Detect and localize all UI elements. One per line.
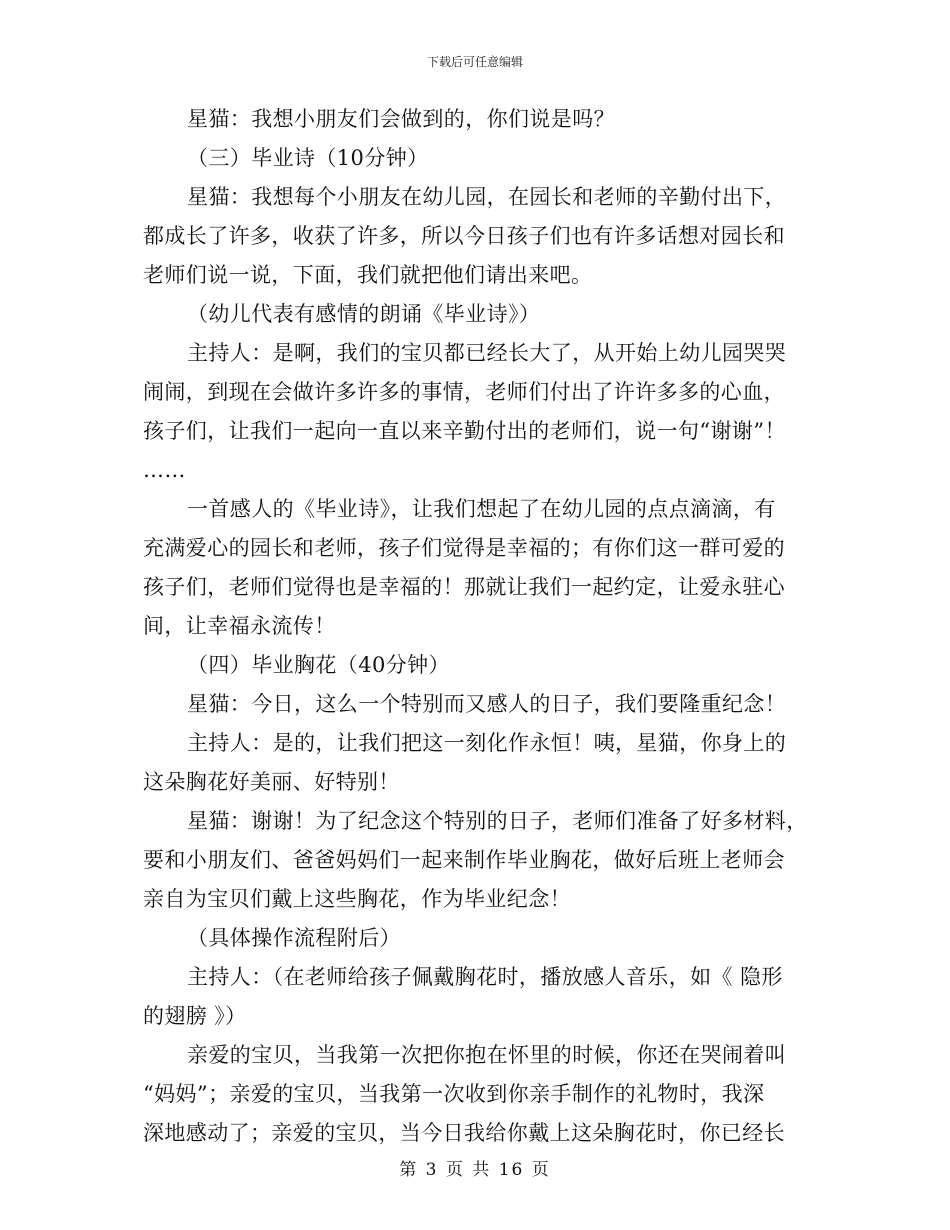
paragraph-line: 主持人：是的，让我们把这一刻化作永恒！咦，星猫，你身上的 <box>187 731 787 755</box>
paragraph-line: “妈妈”；亲爱的宝贝，当我第一次收到你亲手制作的礼物时，我深 <box>143 1082 765 1106</box>
page-header: 下载后可任意编辑 <box>426 55 523 69</box>
paragraph-line: 的翅膀 》） <box>143 1004 247 1028</box>
paragraph-line: 老师们说一说，下面，我们就把他们请出来吧。 <box>143 263 593 287</box>
paragraph-line: 星猫：我想每个小朋友在幼儿园，在园长和老师的辛勤付出下， <box>187 185 787 209</box>
paragraph-line: 孩子们，让我们一起向一直以来辛勤付出的老师们，说一句“谢谢”！ <box>143 419 786 443</box>
section-heading: （四）毕业胸花（40分钟） <box>187 653 450 677</box>
document-body <box>143 100 823 1153</box>
paragraph-line: 亲自为宝贝们戴上这些胸花，作为毕业纪念！ <box>143 887 571 911</box>
paragraph-line: 闹闹，到现在会做许多许多的事情，老师们付出了许许多多的心血， <box>143 380 785 404</box>
paragraph-line: 都成长了许多，收获了许多，所以今日孩子们也有许多话想对园长和 <box>143 224 785 248</box>
paragraph-line: 星猫：谢谢！为了纪念这个特别的日子，老师们准备了好多材料， <box>187 809 808 833</box>
paragraph-line: 间，让幸福永流传！ <box>143 614 336 638</box>
paragraph-line: 充满爱心的园长和老师，孩子们觉得是幸福的；有你们这一群可爱的 <box>143 536 785 560</box>
paragraph-line: 这朵胸花好美丽、好特别！ <box>143 770 400 794</box>
stage-direction: （具体操作流程附后） <box>187 926 401 950</box>
paragraph-line: 主持人：（在老师给孩子佩戴胸花时，播放感人音乐，如《 隐形 <box>187 965 783 989</box>
page-footer: 第 3 页 共 16 页 <box>399 1160 551 1180</box>
paragraph-line: …… <box>143 458 186 482</box>
section-heading: （三）毕业诗（10分钟） <box>187 146 429 170</box>
paragraph-line: 星猫：今日，这么一个特别而又感人的日子，我们要隆重纪念！ <box>187 692 787 716</box>
paragraph-line: 孩子们，老师们觉得也是幸福的！那就让我们一起约定，让爱永驻心 <box>143 575 785 599</box>
paragraph-line: 深地感动了；亲爱的宝贝，当今日我给你戴上这朵胸花时，你已经长 <box>143 1121 785 1145</box>
paragraph-line: 要和小朋友们、爸爸妈妈们一起来制作毕业胸花，做好后班上老师会 <box>143 848 785 872</box>
paragraph-line: 主持人：是啊，我们的宝贝都已经长大了，从开始上幼儿园哭哭 <box>187 341 787 365</box>
paragraph-line: 星猫：我想小朋友们会做到的，你们说是吗？ <box>187 107 615 131</box>
stage-direction: （幼儿代表有感情的朗诵《毕业诗》） <box>187 302 541 326</box>
paragraph-line: 一首感人的《毕业诗》，让我们想起了在幼儿园的点点滴滴，有 <box>187 497 776 521</box>
paragraph-line: 亲爱的宝贝，当我第一次把你抱在怀里的时候，你还在哭闹着叫 <box>187 1043 787 1067</box>
